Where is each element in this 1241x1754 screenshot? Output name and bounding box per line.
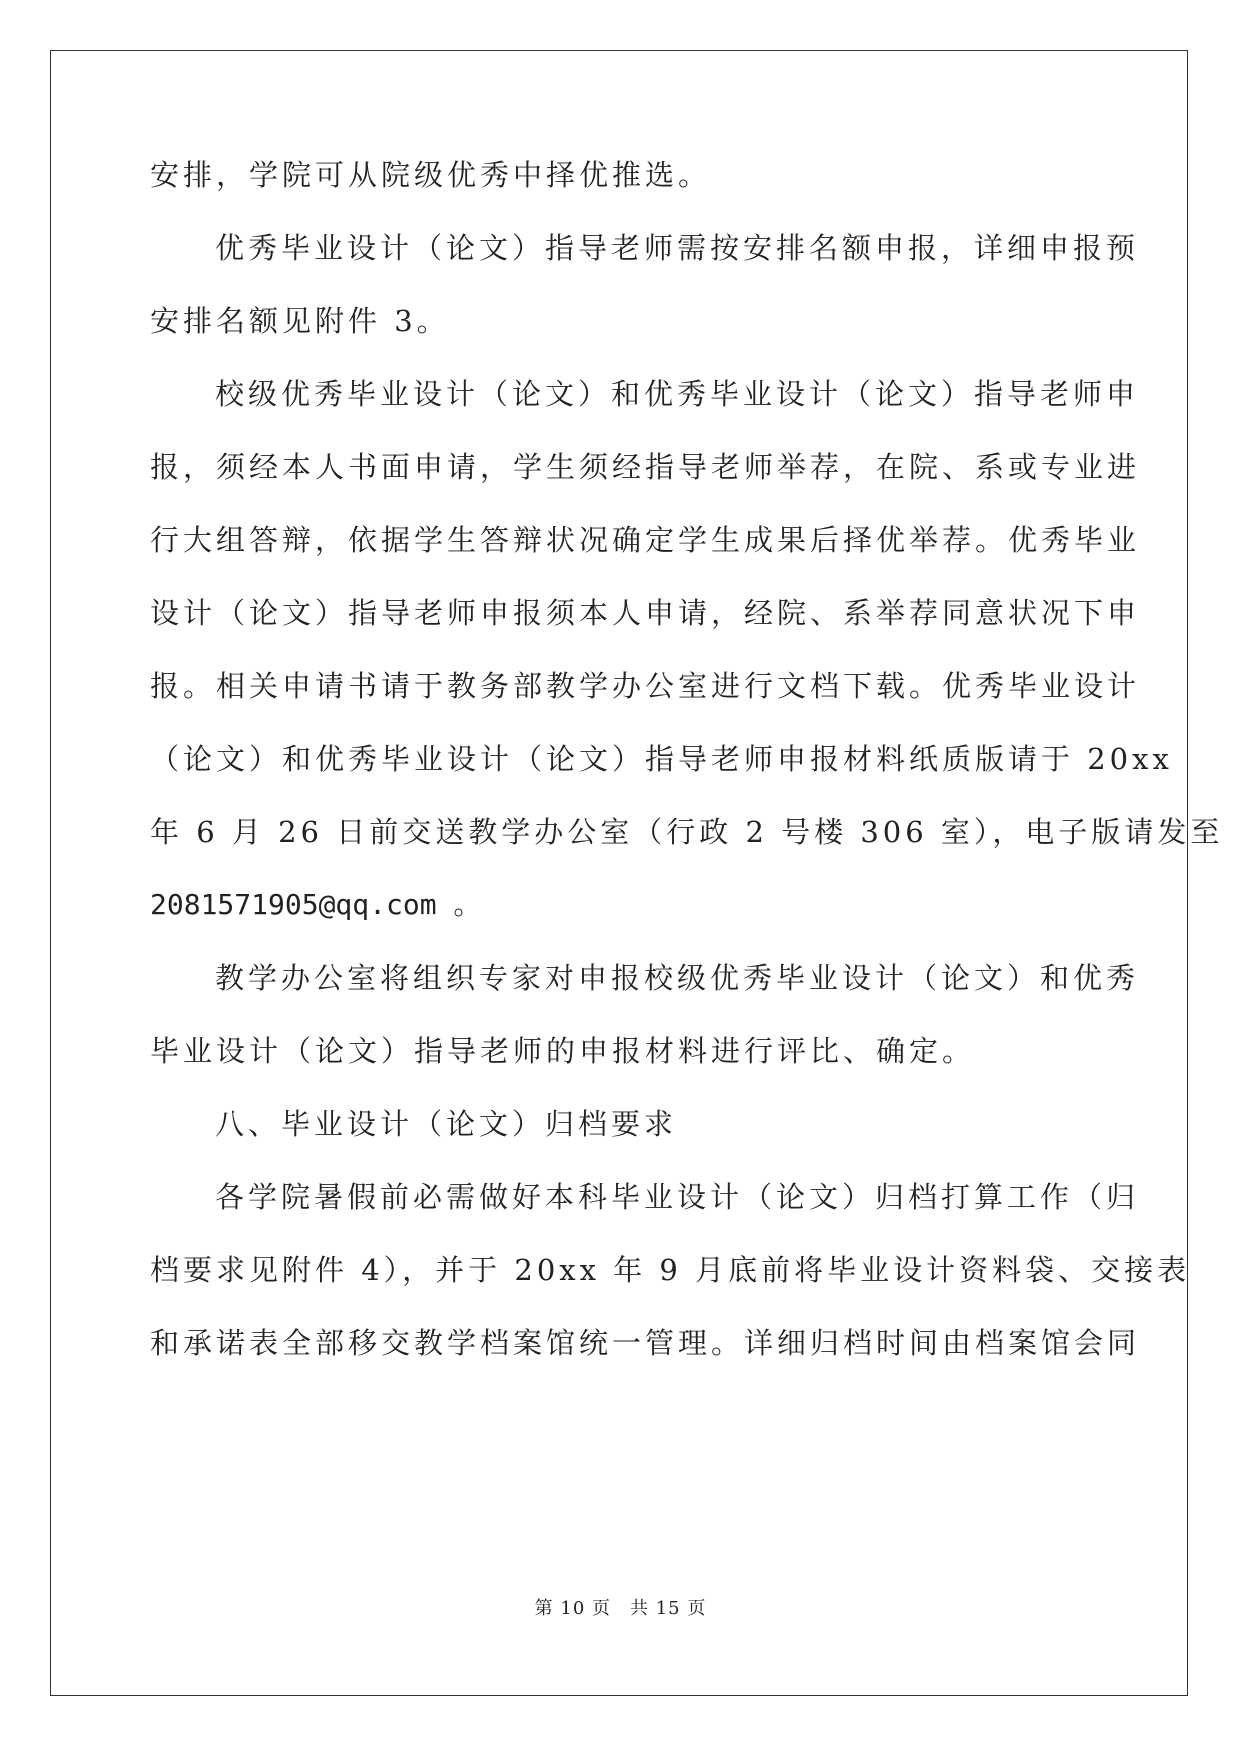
email-line: 2081571905@qq.com 。 xyxy=(150,888,482,921)
text-line-13: 毕业设计（论文）指导老师的申报材料进行评比、确定。 xyxy=(150,1034,976,1068)
text-line-16: 档要求见附件 4），并于 20xx 年 9 月底前将毕业设计资料袋、交接表 xyxy=(150,1253,1191,1287)
text-line-10: 年 6 月 26 日前交送教学办公室（行政 2 号楼 306 室），电子版请发至 xyxy=(150,815,1224,849)
text-line-15: 各学院暑假前必需做好本科毕业设计（论文）归档打算工作（归 xyxy=(215,1180,1140,1214)
text-line-2: 优秀毕业设计（论文）指导老师需按安排名额申报，详细申报预 xyxy=(215,231,1140,265)
text-line-4: 校级优秀毕业设计（论文）和优秀毕业设计（论文）指导老师申 xyxy=(215,377,1140,411)
text-line-12: 教学办公室将组织专家对申报校级优秀毕业设计（论文）和优秀 xyxy=(215,961,1140,995)
text-line-5: 报，须经本人书面申请，学生须经指导老师举荐，在院、系或专业进 xyxy=(150,450,1141,484)
text-line-8: 报。相关申请书请于教务部教学办公室进行文档下载。优秀毕业设计 xyxy=(150,669,1141,703)
text-line-7: 设计（论文）指导老师申报须本人申请，经院、系举荐同意状况下申 xyxy=(150,596,1141,630)
page-border xyxy=(50,50,1191,1696)
section-heading: 八、毕业设计（论文）归档要求 xyxy=(215,1107,678,1141)
text-line-1: 安排，学院可从院级优秀中择优推选。 xyxy=(150,158,712,192)
text-line-17: 和承诺表全部移交教学档案馆统一管理。详细归档时间由档案馆会同 xyxy=(150,1326,1141,1360)
text-line-6: 行大组答辩，依据学生答辩状况确定学生成果后择优举荐。优秀毕业 xyxy=(150,523,1141,557)
text-line-3: 安排名额见附件 3。 xyxy=(150,304,450,338)
text-line-9: （论文）和优秀毕业设计（论文）指导老师申报材料纸质版请于 20xx xyxy=(150,742,1173,776)
page-number-footer: 第 10 页 共 15 页 xyxy=(534,1598,707,1619)
